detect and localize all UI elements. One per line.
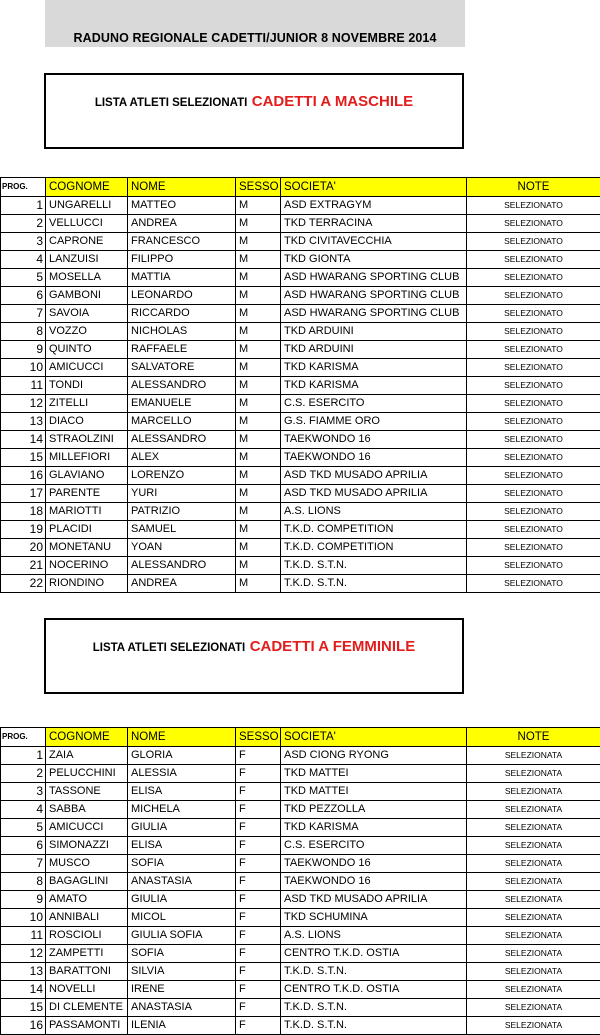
cell-note: SELEZIONATA [467,801,600,819]
cell-prog: 6 [1,287,46,305]
cell-note: SELEZIONATO [467,575,600,593]
cell-prog: 5 [1,269,46,287]
cell-nome: GIULIA [128,819,236,837]
table-row [1,927,600,945]
document-title-bar [45,0,465,47]
cell-sesso: M [236,377,281,395]
cell-societa: ASD HWARANG SPORTING CLUB [281,269,467,287]
cell-cognome: AMICUCCI [46,819,128,837]
cell-sesso: M [236,449,281,467]
cell-societa: TKD KARISMA [281,377,467,395]
cell-prog: 9 [1,341,46,359]
cell-note: SELEZIONATO [467,431,600,449]
cell-cognome: AMICUCCI [46,359,128,377]
male-heading-category: CADETTI A MASCHILE [252,93,413,110]
cell-cognome: ZITELLI [46,395,128,413]
cell-societa: G.S. FIAMME ORO [281,413,467,431]
table-row [1,467,600,485]
cell-nome: NICHOLAS [128,323,236,341]
cell-cognome: STRAOLZINI [46,431,128,449]
cell-sesso: M [236,467,281,485]
table-row [1,287,600,305]
cell-cognome: ROSCIOLI [46,927,128,945]
cell-prog: 3 [1,783,46,801]
cell-societa: C.S. ESERCITO [281,395,467,413]
cell-cognome: MUSCO [46,855,128,873]
cell-note: SELEZIONATA [467,855,600,873]
cell-note: SELEZIONATO [467,233,600,251]
cell-nome: GIULIA [128,891,236,909]
cell-cognome: MONETANU [46,539,128,557]
cell-societa: ASD HWARANG SPORTING CLUB [281,305,467,323]
column-header-cognome: COGNOME [46,728,128,747]
cell-prog: 8 [1,873,46,891]
table-row [1,521,600,539]
cell-prog: 14 [1,431,46,449]
cell-nome: MATTIA [128,269,236,287]
table-row [1,413,600,431]
female-athletes-table [0,727,600,1035]
table-row [1,945,600,963]
cell-societa: ASD HWARANG SPORTING CLUB [281,287,467,305]
cell-sesso: M [236,323,281,341]
female-section-heading [46,638,462,656]
cell-nome: SOFIA [128,945,236,963]
table-row [1,251,600,269]
cell-sesso: F [236,783,281,801]
table-row [1,539,600,557]
cell-sesso: F [236,855,281,873]
cell-sesso: M [236,215,281,233]
cell-societa: T.K.D. COMPETITION [281,539,467,557]
cell-note: SELEZIONATA [467,981,600,999]
cell-prog: 15 [1,999,46,1017]
cell-societa: TKD KARISMA [281,819,467,837]
cell-note: SELEZIONATO [467,377,600,395]
cell-sesso: F [236,927,281,945]
cell-societa: TKD ARDUINI [281,323,467,341]
table-row [1,341,600,359]
cell-cognome: PASSAMONTI [46,1017,128,1035]
cell-cognome: TONDI [46,377,128,395]
column-header-prog: PROG. [1,178,46,197]
cell-nome: EMANUELE [128,395,236,413]
cell-cognome: GLAVIANO [46,467,128,485]
cell-sesso: M [236,557,281,575]
cell-nome: FRANCESCO [128,233,236,251]
cell-cognome: UNGARELLI [46,197,128,215]
cell-sesso: M [236,521,281,539]
table-row [1,855,600,873]
cell-prog: 17 [1,485,46,503]
cell-sesso: M [236,359,281,377]
female-athletes-table-body [1,728,600,1035]
cell-nome: YOAN [128,539,236,557]
cell-note: SELEZIONATO [467,413,600,431]
table-row [1,485,600,503]
cell-cognome: GAMBONI [46,287,128,305]
cell-cognome: SABBA [46,801,128,819]
column-header-note: NOTE [467,178,600,197]
table-row [1,305,600,323]
cell-cognome: PELUCCHINI [46,765,128,783]
cell-prog: 3 [1,233,46,251]
table-row [1,575,600,593]
table-row [1,323,600,341]
cell-cognome: SAVOIA [46,305,128,323]
cell-prog: 6 [1,837,46,855]
cell-sesso: F [236,765,281,783]
cell-societa: C.S. ESERCITO [281,837,467,855]
cell-note: SELEZIONATO [467,395,600,413]
cell-sesso: F [236,963,281,981]
cell-prog: 22 [1,575,46,593]
male-athletes-table [0,177,600,593]
cell-cognome: ZAIA [46,747,128,765]
cell-cognome: DI CLEMENTE [46,999,128,1017]
cell-sesso: F [236,747,281,765]
cell-cognome: SIMONAZZI [46,837,128,855]
cell-cognome: TASSONE [46,783,128,801]
table-row [1,503,600,521]
table-row [1,269,600,287]
table-row [1,873,600,891]
cell-sesso: M [236,503,281,521]
cell-prog: 4 [1,801,46,819]
cell-nome: ALESSANDRO [128,377,236,395]
cell-prog: 11 [1,377,46,395]
cell-cognome: LANZUISI [46,251,128,269]
cell-sesso: F [236,981,281,999]
table-header-row [1,178,600,197]
cell-prog: 4 [1,251,46,269]
cell-societa: CENTRO T.K.D. OSTIA [281,981,467,999]
cell-nome: ANDREA [128,215,236,233]
cell-prog: 13 [1,963,46,981]
cell-nome: ANASTASIA [128,999,236,1017]
cell-nome: MICOL [128,909,236,927]
cell-societa: T.K.D. S.T.N. [281,575,467,593]
cell-note: SELEZIONATO [467,359,600,377]
cell-societa: TKD SCHUMINA [281,909,467,927]
cell-societa: ASD TKD MUSADO APRILIA [281,485,467,503]
cell-nome: ELISA [128,783,236,801]
table-row [1,819,600,837]
cell-prog: 7 [1,305,46,323]
cell-cognome: CAPRONE [46,233,128,251]
cell-nome: LORENZO [128,467,236,485]
table-row [1,233,600,251]
document-title: RADUNO REGIONALE CADETTI/JUNIOR 8 NOVEMBRE 2014 [45,31,465,45]
male-heading-label: LISTA ATLETI SELEZIONATI [95,97,247,109]
table-row [1,765,600,783]
male-section-heading-box [44,73,464,149]
cell-societa: ASD TKD MUSADO APRILIA [281,467,467,485]
column-header-cognome: COGNOME [46,178,128,197]
cell-cognome: MARIOTTI [46,503,128,521]
cell-societa: TKD PEZZOLLA [281,801,467,819]
cell-societa: T.K.D. S.T.N. [281,1017,467,1035]
cell-prog: 12 [1,945,46,963]
cell-prog: 2 [1,215,46,233]
cell-nome: ALESSIA [128,765,236,783]
cell-sesso: M [236,269,281,287]
cell-cognome: BARATTONI [46,963,128,981]
cell-note: SELEZIONATA [467,945,600,963]
cell-prog: 9 [1,891,46,909]
cell-note: SELEZIONATO [467,539,600,557]
cell-note: SELEZIONATO [467,503,600,521]
cell-cognome: MOSELLA [46,269,128,287]
table-row [1,557,600,575]
cell-sesso: M [236,539,281,557]
cell-note: SELEZIONATA [467,765,600,783]
cell-nome: RAFFAELE [128,341,236,359]
cell-prog: 7 [1,855,46,873]
table-row [1,981,600,999]
cell-nome: PATRIZIO [128,503,236,521]
table-header-row [1,728,600,747]
cell-prog: 16 [1,467,46,485]
cell-sesso: M [236,251,281,269]
cell-prog: 10 [1,909,46,927]
cell-cognome: VELLUCCI [46,215,128,233]
cell-nome: SOFIA [128,855,236,873]
cell-societa: ASD CIONG RYONG [281,747,467,765]
cell-cognome: NOVELLI [46,981,128,999]
table-row [1,431,600,449]
cell-nome: ELISA [128,837,236,855]
column-header-societa: SOCIETA' [281,728,467,747]
cell-note: SELEZIONATO [467,215,600,233]
cell-prog: 13 [1,413,46,431]
female-heading-category: CADETTI A FEMMINILE [250,638,416,655]
table-row [1,783,600,801]
cell-societa: TKD MATTEI [281,765,467,783]
column-header-sesso: SESSO [236,728,281,747]
cell-societa: TKD TERRACINA [281,215,467,233]
cell-note: SELEZIONATA [467,873,600,891]
cell-nome: MARCELLO [128,413,236,431]
cell-nome: ANASTASIA [128,873,236,891]
cell-societa: A.S. LIONS [281,927,467,945]
cell-societa: ASD TKD MUSADO APRILIA [281,891,467,909]
cell-societa: TAEKWONDO 16 [281,855,467,873]
cell-sesso: F [236,819,281,837]
cell-societa: T.K.D. S.T.N. [281,557,467,575]
cell-cognome: BAGAGLINI [46,873,128,891]
cell-note: SELEZIONATA [467,909,600,927]
cell-prog: 20 [1,539,46,557]
column-header-societa: SOCIETA' [281,178,467,197]
cell-nome: RICCARDO [128,305,236,323]
cell-sesso: M [236,341,281,359]
cell-prog: 16 [1,1017,46,1035]
cell-nome: ILENIA [128,1017,236,1035]
cell-cognome: ZAMPETTI [46,945,128,963]
cell-prog: 10 [1,359,46,377]
cell-sesso: M [236,575,281,593]
cell-note: SELEZIONATA [467,999,600,1017]
cell-societa: A.S. LIONS [281,503,467,521]
cell-cognome: DIACO [46,413,128,431]
column-header-sesso: SESSO [236,178,281,197]
cell-nome: ALESSANDRO [128,557,236,575]
female-section-heading-box [44,618,464,694]
table-row [1,395,600,413]
cell-societa: TKD MATTEI [281,783,467,801]
cell-societa: TAEKWONDO 16 [281,873,467,891]
cell-prog: 14 [1,981,46,999]
cell-prog: 5 [1,819,46,837]
cell-cognome: ANNIBALI [46,909,128,927]
male-section-heading [46,93,462,111]
cell-note: SELEZIONATA [467,927,600,945]
cell-sesso: F [236,873,281,891]
cell-note: SELEZIONATO [467,341,600,359]
cell-note: SELEZIONATA [467,819,600,837]
cell-sesso: F [236,1017,281,1035]
cell-cognome: PLACIDI [46,521,128,539]
table-row [1,197,600,215]
cell-societa: CENTRO T.K.D. OSTIA [281,945,467,963]
cell-nome: FILIPPO [128,251,236,269]
cell-note: SELEZIONATO [467,557,600,575]
cell-societa: T.K.D. COMPETITION [281,521,467,539]
table-row [1,377,600,395]
cell-societa: ASD EXTRAGYM [281,197,467,215]
cell-cognome: QUINTO [46,341,128,359]
cell-note: SELEZIONATA [467,891,600,909]
cell-note: SELEZIONATO [467,305,600,323]
cell-note: SELEZIONATA [467,963,600,981]
table-row [1,215,600,233]
cell-prog: 18 [1,503,46,521]
cell-cognome: PARENTE [46,485,128,503]
cell-societa: TKD ARDUINI [281,341,467,359]
cell-nome: IRENE [128,981,236,999]
cell-sesso: M [236,233,281,251]
cell-sesso: M [236,395,281,413]
table-row [1,1017,600,1035]
cell-note: SELEZIONATO [467,287,600,305]
cell-note: SELEZIONATO [467,251,600,269]
cell-sesso: M [236,197,281,215]
cell-societa: TKD CIVITAVECCHIA [281,233,467,251]
cell-societa: TKD KARISMA [281,359,467,377]
table-row [1,909,600,927]
cell-prog: 15 [1,449,46,467]
cell-prog: 1 [1,197,46,215]
cell-note: SELEZIONATO [467,323,600,341]
cell-note: SELEZIONATA [467,1017,600,1035]
cell-sesso: M [236,431,281,449]
column-header-note: NOTE [467,728,600,747]
cell-societa: TAEKWONDO 16 [281,449,467,467]
table-row [1,747,600,765]
table-row [1,359,600,377]
cell-cognome: RIONDINO [46,575,128,593]
column-header-nome: NOME [128,728,236,747]
cell-nome: GLORIA [128,747,236,765]
cell-societa: T.K.D. S.T.N. [281,963,467,981]
cell-nome: YURI [128,485,236,503]
cell-nome: SAMUEL [128,521,236,539]
male-athletes-table-body [1,178,600,593]
cell-sesso: M [236,485,281,503]
column-header-prog: PROG. [1,728,46,747]
cell-sesso: F [236,801,281,819]
cell-sesso: M [236,413,281,431]
table-row [1,999,600,1017]
cell-nome: ALESSANDRO [128,431,236,449]
cell-sesso: F [236,837,281,855]
cell-sesso: M [236,287,281,305]
cell-prog: 21 [1,557,46,575]
cell-nome: LEONARDO [128,287,236,305]
cell-nome: SALVATORE [128,359,236,377]
cell-nome: MICHELA [128,801,236,819]
cell-societa: TKD GIONTA [281,251,467,269]
cell-prog: 8 [1,323,46,341]
cell-prog: 19 [1,521,46,539]
cell-nome: SILVIA [128,963,236,981]
cell-note: SELEZIONATO [467,197,600,215]
cell-note: SELEZIONATA [467,783,600,801]
cell-prog: 12 [1,395,46,413]
cell-nome: GIULIA SOFIA [128,927,236,945]
cell-cognome: NOCERINO [46,557,128,575]
cell-sesso: F [236,891,281,909]
cell-note: SELEZIONATA [467,837,600,855]
cell-sesso: F [236,945,281,963]
cell-note: SELEZIONATO [467,269,600,287]
cell-note: SELEZIONATO [467,521,600,539]
table-row [1,801,600,819]
column-header-nome: NOME [128,178,236,197]
table-row [1,891,600,909]
table-row [1,963,600,981]
table-row [1,837,600,855]
cell-prog: 11 [1,927,46,945]
table-row [1,449,600,467]
cell-nome: ALEX [128,449,236,467]
cell-sesso: F [236,999,281,1017]
cell-sesso: M [236,305,281,323]
cell-cognome: MILLEFIORI [46,449,128,467]
cell-cognome: VOZZO [46,323,128,341]
cell-societa: TAEKWONDO 16 [281,431,467,449]
cell-note: SELEZIONATO [467,467,600,485]
cell-societa: T.K.D. S.T.N. [281,999,467,1017]
cell-prog: 2 [1,765,46,783]
cell-nome: ANDREA [128,575,236,593]
cell-note: SELEZIONATA [467,747,600,765]
female-heading-label: LISTA ATLETI SELEZIONATI [93,642,245,654]
cell-nome: MATTEO [128,197,236,215]
cell-sesso: F [236,909,281,927]
cell-note: SELEZIONATO [467,449,600,467]
cell-note: SELEZIONATO [467,485,600,503]
cell-prog: 1 [1,747,46,765]
cell-cognome: AMATO [46,891,128,909]
